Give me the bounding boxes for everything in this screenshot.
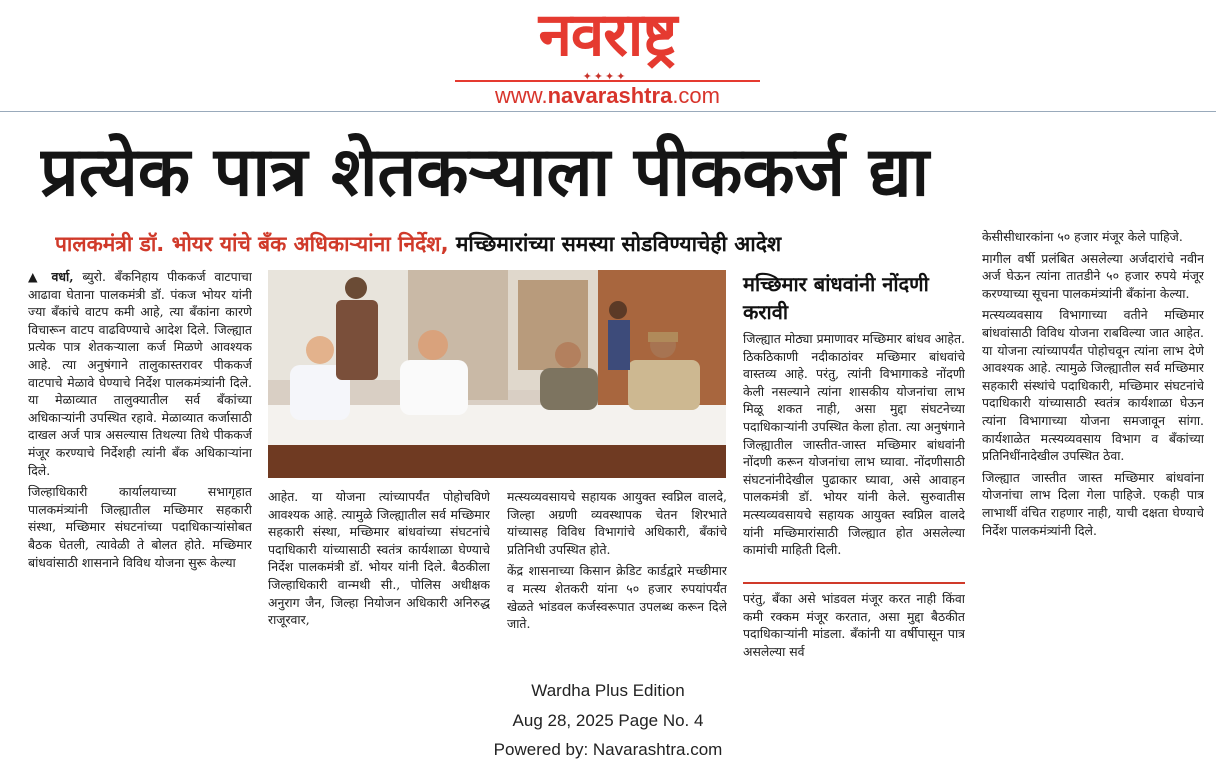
subhead-black: मच्छिमारांच्या समस्या सोडविण्याचेही आदेश bbox=[448, 232, 782, 256]
newspaper-logo[interactable]: नवराष्ट्र bbox=[538, 0, 677, 70]
meeting-photo bbox=[268, 270, 726, 478]
box-para-1: जिल्ह्यात मोठ्या प्रमाणावर मच्छिमार बांधव आहेत. ठिकठिकाणी नदीकाठांवर मच्छिमार बांधवांचे वास्तव्य आहे. परंतु, त्यांनी विभागाकडे नोंदणी केली नसल्याने त्यांना शासकीय योजनांचा लाभ मिळू शकत नाही, असा मुद्दा संघटनेच्या पदाधिकाऱ्यांनी उपस्थित केला होता. त्या अनुषंगाने जिल्ह्यातील जास्तीत-जास्त मच्छिमार बांधवांनी नोंदणी करून योजनांचा लाभ घ्यावा. नोंदणीसाठी संघटनांनीदेखील पुढाकार घ्यावा, असे आवाहन पालकमंत्री डॉ. भोयर यांनी केले. सुरुवातीस मत्स्यव्यवसायचे सहायक आयुक्त स्वप्निल वालदे यांनी मच्छिमारांसाठी जिल्ह्यात होत असलेल्या कामांची माहिती दिली. bbox=[743, 331, 965, 558]
article-column-1 bbox=[28, 268, 252, 668]
col5-para-3: मत्स्यव्यवसाय विभागाच्या वतीने मच्छिमार बांधवांसाठी विविध योजना राबविल्या जात आहेत. या योजना त्यांच्यापर्यंत पोहोचवून त्यांना लाभ देणे आवश्यक आहे. त्यामुळे जिल्ह्यातील सर्व मच्छिमार सहकारी संस्थांचे पदाधिकारी, मच्छिमार संघटनांचे पदाधिकारी यांच्यासाठी स्वतंत्र कार्यशाळा घेऊन त्यांना विभागाच्या योजना समजावून सांगा. कार्यशाळेत मत्स्यव्यवसाय विभाग व बँकांच्या प्रतिनिधींनादेखील उपस्थित ठेवा. bbox=[982, 307, 1204, 464]
url-suffix: .com bbox=[672, 83, 720, 108]
article-column-3 bbox=[507, 488, 727, 668]
article-column-4 bbox=[743, 590, 965, 670]
meeting-photo-illustration bbox=[268, 270, 726, 478]
col1-text-1: ब्युरो. बँकनिहाय पीककर्ज वाटपाचा आढावा घेताना पालकमंत्री डॉ. पंकज भोयर यांनी ज्या बँकांचे वाटप कमी आहे, त्या बँकांना कारणे विचारून वाटप वाढविण्याचे आदेश दिले. जिल्ह्यात प्रत्येक पात्र शेतकऱ्याला कर्ज मिळणे आवश्यक आहे. त्या अनुषंगाने तालुकास्तरावर पीककर्ज वाटपाचे मेळावे घेण्याचे निर्देश पालकमंत्र्यांनी दिले. या मेळाव्यात तालुक्यातील सर्व बँकांच्या अधिकाऱ्यांनी उपस्थित रहावे. मेळाव्यात कर्जासाठी दाखल अर्ज पात्र असल्यास तिथल्या तिथे पीककर्ज मंजूर करण्याचे निर्देशही त्यांनी बँक अधिकाऱ्यांना दिले. bbox=[28, 269, 252, 478]
col1-para-1 bbox=[28, 268, 252, 479]
article-column-5 bbox=[982, 228, 1204, 670]
article-column-2 bbox=[268, 488, 490, 668]
masthead bbox=[0, 0, 1216, 110]
logo-stars: ✦✦✦✦ bbox=[582, 70, 628, 83]
subhead-red: पालकमंत्री डॉ. भोयर यांचे बँक अधिकाऱ्यांना निर्देश, bbox=[55, 232, 449, 256]
article-subhead bbox=[55, 226, 945, 262]
col3-para-1: मत्स्यव्यवसायचे सहायक आयुक्त स्वप्निल वालदे, जिल्हा अग्रणी व्यवस्थापक चेतन शिरभाते यांच्यासह विविध विभागांचे अधिकारी, बँकांचे प्रतिनिधी उपस्थित होते. bbox=[507, 489, 727, 557]
col3-para-2: केंद्र शासनाच्या किसान क्रेडिट कार्डद्वारे मच्छीमार व मत्स्य शेतकरी यांना ५० हजार रुपयांपर्यंत खेळते भांडवल कर्जस्वरूपात उपलब्ध करून दिले जाते. bbox=[507, 563, 727, 632]
col5-para-4: जिल्ह्यात जास्तीत जास्त मच्छिमार बांधवांना योजनांचा लाभ दिला गेला पाहिजे. एकही पात्र लाभार्थी वंचित राहणार नाही, याची दक्षता घेण्याचे निर्देश पालकमंत्र्यांनी दिले. bbox=[982, 469, 1204, 538]
col2-para-1: आहेत. या योजना त्यांच्यापर्यंत पोहोचविणे आवश्यक आहे. त्यामुळे जिल्ह्यातील सर्व मच्छिमार सहकारी संस्था, मच्छिमार बांधवांच्या संघटनांचे पदाधिकारी यांच्यासाठी स्वतंत्र कार्यशाळा घेण्याचे निर्देश पालकमंत्री डॉ. भोयर यांनी दिले. बैठकीला जिल्हाधिकारी वान्मथी सी., पोलिस अधीक्षक अनुराग जैन, जिल्हा नियोजन अधिकारी अनिरुद्ध राजूरवार, bbox=[268, 489, 490, 628]
col1-para-2: जिल्हाधिकारी कार्यालयाच्या सभागृहात पालकमंत्र्यांनी जिल्ह्यातील मच्छिमार सहकारी संस्था, मच्छिमार संघटनांच्या पदाधिकाऱ्यांसोबत बैठक घेतली, त्यावेळी ते बोलत होते. मच्छिमार बांधवांसाठी शासनाने विविध योजना सुरू केल्या bbox=[28, 484, 252, 570]
col5-para-2: मागील वर्षी प्रलंबित असलेल्या अर्जदारांचे नवीन अर्ज घेऊन त्यांना तातडीने ५० हजार रुपये मंजूर करण्याच्या सूचना पालकमंत्र्यांनी बँकांना केल्या. bbox=[982, 250, 1204, 301]
footer-date-page: Aug 28, 2025 Page No. 4 bbox=[512, 711, 704, 730]
col5-para-1: केसीसीधारकांना ५० हजार मंजूर केले पाहिजे. bbox=[982, 229, 1183, 244]
box-heading: मच्छिमार बांधवांनी नोंदणी करावी bbox=[743, 272, 929, 324]
box-text bbox=[743, 330, 965, 578]
header-divider bbox=[0, 111, 1216, 112]
website-url[interactable] bbox=[455, 83, 760, 109]
box-divider bbox=[743, 582, 965, 584]
url-brand: navarashtra bbox=[547, 83, 673, 108]
footer-edition: Wardha Plus Edition bbox=[531, 681, 685, 700]
col4-para-1: परंतु, बँका असे भांडवल मंजूर करत नाही किंवा कमी रक्कम मंजूर करतात, असा मुद्दा बैठकीत पदाधिकाऱ्यांनी मांडला. बँकांनी या वर्षीपासून पात्र असलेल्या सर्व bbox=[743, 591, 965, 659]
footer-powered-by[interactable]: Powered by: Navarashtra.com bbox=[493, 740, 723, 759]
article-headline: प्रत्येक पात्र शेतकऱ्याला पीककर्ज द्या bbox=[40, 133, 930, 212]
dateline: ▲ वर्धा, bbox=[28, 269, 74, 284]
url-prefix: www. bbox=[495, 83, 548, 108]
